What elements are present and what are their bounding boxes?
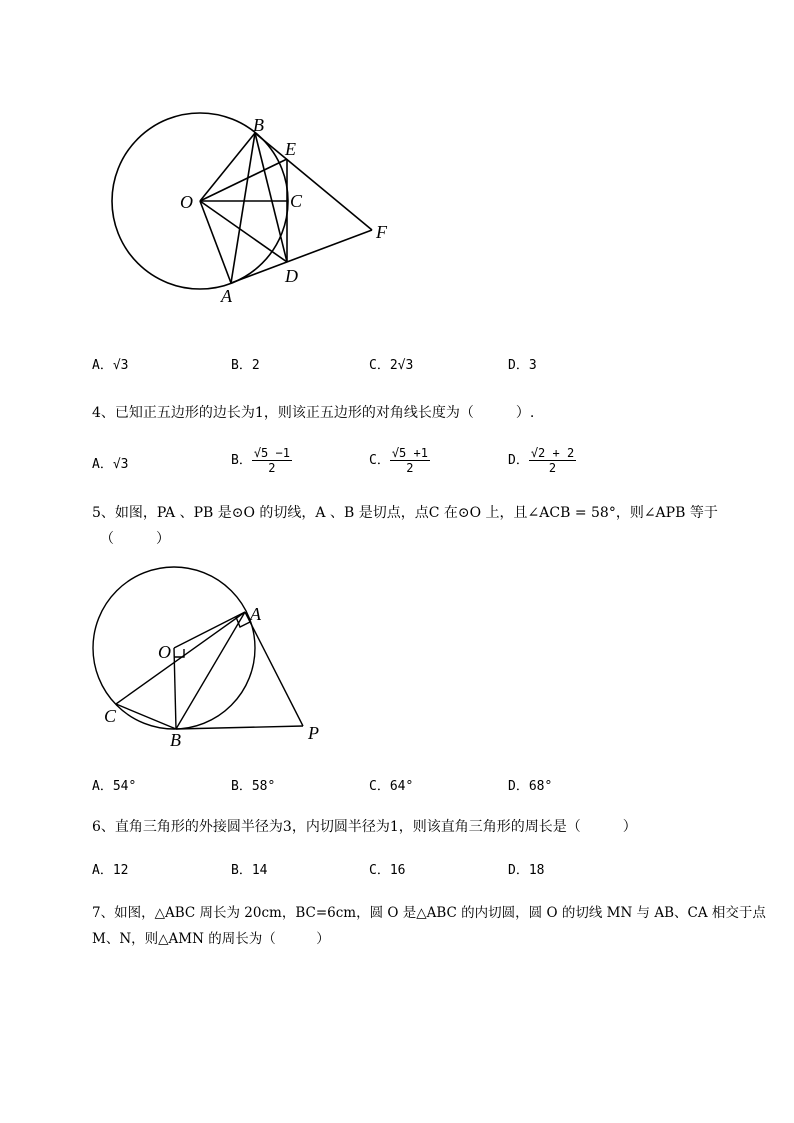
- q4-option-c-denominator: 2: [406, 461, 414, 475]
- label-f: F: [376, 222, 387, 242]
- label-o: O: [180, 192, 193, 212]
- q4-option-c-prefix: C．: [369, 453, 390, 468]
- q5-option-b: B．58°: [231, 779, 276, 794]
- q7-stem-line2: M、N，则△AMN 的周长为（ ）: [92, 931, 330, 947]
- q4-option-c: [369, 446, 430, 475]
- label-d: D: [285, 266, 298, 286]
- q5-stem-line2: （ ）: [100, 531, 170, 547]
- label-p2: P: [308, 723, 319, 743]
- q3-option-c: C．2√3: [369, 358, 414, 373]
- q6-option-c: C．16: [369, 863, 406, 878]
- q4-option-b-fraction: [252, 446, 292, 475]
- q5-option-d: D．68°: [508, 779, 553, 794]
- label-o2: O: [158, 642, 171, 662]
- figure-circle-tangent-1: [100, 105, 410, 315]
- q4-option-b-prefix: B．: [231, 453, 252, 468]
- q4-stem: 4、已知正五边形的边长为1，则该正五边形的对角线长度为（ ）.: [92, 405, 535, 421]
- q4-option-a: A．√3: [92, 457, 129, 472]
- q5-option-a: A．54°: [92, 779, 137, 794]
- q4-option-d-numerator: √2 + 2: [530, 446, 575, 460]
- q3-option-a: A．√3: [92, 358, 129, 373]
- q4-option-c-numerator: √5 +1: [391, 446, 428, 460]
- label-b: B: [253, 115, 264, 135]
- figure-circle-tangent-2: [90, 560, 330, 755]
- q3-option-b: B．2: [231, 358, 260, 373]
- q4-option-d: [508, 446, 576, 475]
- q4-option-d-denominator: 2: [548, 461, 557, 475]
- label-e: E: [285, 139, 296, 159]
- q4-option-d-prefix: D．: [508, 453, 529, 468]
- q4-option-c-fraction: [390, 446, 430, 475]
- q4-option-d-fraction: [529, 446, 576, 475]
- label-c: C: [290, 191, 303, 211]
- q5-option-c: C．64°: [369, 779, 414, 794]
- q4-option-b-denominator: 2: [268, 461, 276, 475]
- q3-option-d: D．3: [508, 358, 537, 373]
- label-b2: B: [170, 730, 181, 750]
- q6-stem: 6、直角三角形的外接圆半径为3，内切圆半径为1，则该直角三角形的周长是（ ）: [92, 819, 637, 835]
- q4-option-b-numerator: √5 −1: [253, 446, 290, 460]
- label-c2: C: [104, 706, 117, 726]
- q4-option-b: [231, 446, 292, 475]
- q7-stem-line1: 7、如图，△ABC 周长为 20cm，BC=6cm，圆 O 是△ABC 的内切圆，圆 O 的切线 MN 与 AB、CA 相交于点: [92, 905, 766, 921]
- label-a: A: [221, 286, 232, 306]
- q6-option-a: A．12: [92, 863, 129, 878]
- q5-stem-line1: 5、如图，PA 、PB 是⊙O 的切线，A 、B 是切点，点C 在⊙O 上，且∠ACB = 58°，则∠APB 等于: [92, 505, 718, 521]
- q6-option-d: D．18: [508, 863, 545, 878]
- label-a2: A: [250, 604, 261, 624]
- q6-option-b: B．14: [231, 863, 268, 878]
